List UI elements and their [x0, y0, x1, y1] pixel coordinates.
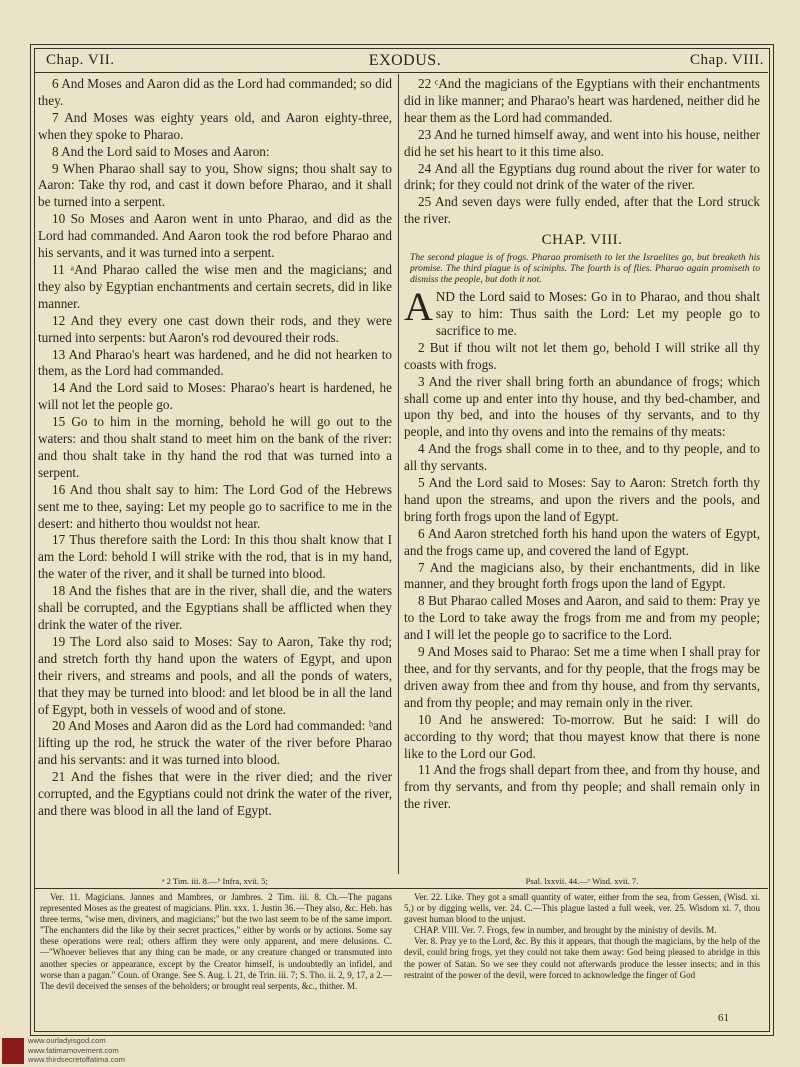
- verse: 18 And the fishes that are in the river, shall die, and the waters shall be corrupted, and the Egyptians shall be afflicted when they drink the water of the river.: [38, 583, 392, 632]
- verse: 23 And he turned himself away, and went into his house, neither did he set his heart to it this time also.: [404, 126, 760, 159]
- column-divider: [398, 74, 399, 874]
- verse: 11 ᵃAnd Pharao called the wise men and the magicians; and they also by Egyptian enchantments and certain secrets, did in like manner.: [38, 261, 392, 311]
- drop-cap: A: [404, 284, 433, 330]
- verse: 7 And Moses was eighty years old, and Aaron eighty-three, when they spoke to Pharao.: [38, 109, 392, 142]
- verse: 2 But if thou wilt not let them go, behold I will strike all thy coasts with frogs.: [404, 339, 760, 372]
- verse: 14 And the Lord said to Moses: Pharao's heart is hardened, he will not let the people go.: [38, 380, 392, 413]
- verse: 10 And he answered: To-morrow. But he said: I will do according to thy word; that thou mayest know that there is none like to the Lord our God.: [404, 711, 760, 761]
- verse: 3 And the river shall bring forth an abundance of frogs; which shall come up and enter into thy house, and thy bed-chamber, and upon thy bed, and into the houses of thy servants, and to thy people, and into thy ovens and into the remains of thy meats:: [404, 373, 760, 440]
- header-chapter-left: Chap. VII.: [46, 52, 115, 68]
- verse: 17 Thus therefore saith the Lord: In this thou shalt know that I am the Lord: behold I will strike with the rod, that is in my hand, the water of the river, and it shall be turned into blood.: [38, 532, 392, 582]
- verse-1: [404, 284, 760, 340]
- crossref-left: ᵃ 2 Tim. iii. 8.—ᵇ Infra, xvii. 5;: [162, 876, 268, 886]
- chapter-summary: The second plague is of frogs. Pharao promiseth to let the Israelites go, but breaketh his promise. The third plague is of sciniphs. The fourth is of flies. Pharao again promiseth to dismiss the people, but doth it not.: [410, 252, 760, 286]
- verse: 25 And seven days were fully ended, after that the Lord struck the river.: [404, 194, 760, 227]
- verse: 24 And all the Egyptians dug round about the river for water to drink; for they could not drink of the water of the river.: [404, 160, 760, 193]
- note: Ver. 11. Magicians. Jannes and Mambres, or Jambres. 2 Tim. iii. 8. Ch.—The pagans represented Moses as the greatest of magicians. Plin. xxx. 1. Justin 36.—They also, &c. Heb. has three terms, "wise men, diviners, and magicians;" but the two last seem to be of the same import. "The enchanters did the like by their secret practices," either by words or by actions. Some say these operations were real; others affirm they were only apparent, and mere delusions. C.—"Whoever believes that any thing can be made, or any creature changed or transmuted into another species or appearance, except by the Creator himself, is undoubtedly an infidel, and worse than a pagan." Coun. of Orange. See S. Aug. l. 21, de Trin. iii. 7; S. Tho. ii. 2, 9, 17, a 2.—The devil deceived the senses of the beholders; or brought real serpents, &c., thither. M.: [40, 892, 392, 991]
- header-rule: [34, 72, 768, 73]
- running-header: [46, 52, 764, 70]
- notes-rule: [34, 888, 768, 889]
- note: Ver. 8. Pray ye to the Lord, &c. By this it appears, that though the magicians, by the help of the devil, could bring frogs, yet they could not take them away: God being pleased to abridge in this the power of Satan. So we see they could not afterwards produce the lesser insects; and in this restraint of the power of the devil, were forced to acknowledge the finger of God: [404, 936, 760, 980]
- verse: 6 And Moses and Aaron did as the Lord had commanded; so did they.: [38, 76, 392, 108]
- verse: 19 The Lord also said to Moses: Say to Aaron, Take thy rod; and stretch forth thy hand upon the waters of Egypt, and upon their rivers, and streams and pools, and all the ponds of waters, that they may be turned into blood: and let blood be in all the land of Egypt, both in vessels of wood and of stone.: [38, 633, 392, 717]
- watermark: [2, 1036, 125, 1066]
- left-column: [38, 76, 392, 820]
- verse: 22 ᶜAnd the magicians of the Egyptians with their enchantments did in like manner; and Pharao's heart was hardened, neither did he hear them as the Lord had commanded.: [404, 76, 760, 125]
- verse: 20 And Moses and Aaron did as the Lord had commanded: ᵇand lifting up the rod, he struck the water of the river before Pharao and his servants: and it was turned into blood.: [38, 718, 392, 768]
- page-number: 61: [718, 1012, 729, 1024]
- header-chapter-right: Chap. VIII.: [690, 52, 764, 68]
- note: CHAP. VIII. Ver. 7. Frogs, few in number, and brought by the ministry of devils. M.: [414, 925, 717, 936]
- fatima-logo-icon: [2, 1038, 24, 1064]
- verse: 21 And the fishes that were in the river died; and the river corrupted, and the Egyptians could not drink the water of the river, and there was blood in all the land of Egypt.: [38, 769, 392, 818]
- verse: 8 But Pharao called Moses and Aaron, and said to them: Pray ye to the Lord to take away the frogs from me and from my people; and I will let the people go to sacrifice to the Lord.: [404, 593, 760, 643]
- chapter-title: CHAP. VIII.: [541, 232, 623, 249]
- verse: 9 When Pharao shall say to you, Show signs; thou shalt say to Aaron: Take thy rod, and cast it down before Pharao, and it shall be turned into a serpent.: [38, 160, 392, 210]
- verse-1-text: ND the Lord said to Moses: Go in to Pharao, and thou shalt say to him: Thus saith the Lord: Let my people go to sacrifice to me.: [435, 289, 760, 338]
- verse: 8 And the Lord said to Moses and Aaron:: [52, 143, 270, 159]
- note: Ver. 22. Like. They got a small quantity of water, either from the sea, from Gessen, (Wisd. xi. 5,) or by digging wells, ver. 24. C.—This plague lasted a full week, ver. 25. Wisdom xi. 7, thou gavest human blood to the unjust.: [404, 892, 760, 925]
- verse: 12 And they every one cast down their rods, and they were turned into serpents: but Aaron's rod devoured their rods.: [38, 312, 392, 345]
- verse: 16 And thou shalt say to him: The Lord God of the Hebrews sent me to thee, saying: Let my people go to sacrifice to me in the desert: and hitherto thou wouldst not hear.: [38, 481, 392, 531]
- verse: 6 And Aaron stretched forth his hand upon the waters of Egypt, and the frogs came up, and covered the land of Egypt.: [404, 525, 760, 558]
- notes-right: [404, 892, 760, 981]
- header-book-title: EXODUS.: [368, 52, 442, 69]
- verse: 10 So Moses and Aaron went in unto Pharao, and did as the Lord had commanded. And Aaron took the rod before Pharao and his servants, and it was turned into a serpent.: [38, 211, 392, 261]
- verse: 13 And Pharao's heart was hardened, and he did not hearken to them, as the Lord had commanded.: [38, 346, 392, 379]
- verse: 9 And Moses said to Pharao: Set me a time when I shall pray for thee, and for thy servants, and for thy people, that the frogs may be driven away from thee and from thy house, and from thy servants, and from thy people; and may remain only in the river.: [404, 644, 760, 710]
- right-column: [404, 76, 760, 813]
- watermark-url: www.fatimamovement.com: [28, 1045, 119, 1055]
- verse: 5 And the Lord said to Moses: Say to Aaron: Stretch forth thy hand upon the streams, and upon the rivers and the pools, and bring forth frogs upon the land of Egypt.: [404, 475, 760, 524]
- watermark-url: www.ourladyisgod.com: [28, 1036, 106, 1045]
- watermark-urls: [28, 1036, 125, 1065]
- crossref-right: Psal. lxxvii. 44.—ᶜ Wisd. xvii. 7.: [525, 876, 639, 886]
- verse: 7 And the magicians also, by their enchantments, did in like manner, and they brought forth frogs upon the land of Egypt.: [404, 559, 760, 592]
- watermark-url: www.thirdsecretoffatima.com: [28, 1055, 125, 1065]
- verse: 15 Go to him in the morning, behold he will go out to the waters: and thou shalt stand to meet him on the bank of the river: and thou shalt take in thy hand the rod that was turned into a serpent.: [38, 414, 392, 480]
- verse: 4 And the frogs shall come in to thee, and to thy people, and to all thy servants.: [404, 441, 760, 474]
- verse: 11 And the frogs shall depart from thee, and from thy house, and from thy servants, and from thy people; and shall remain only in the river.: [404, 762, 760, 812]
- notes-left: [40, 892, 392, 992]
